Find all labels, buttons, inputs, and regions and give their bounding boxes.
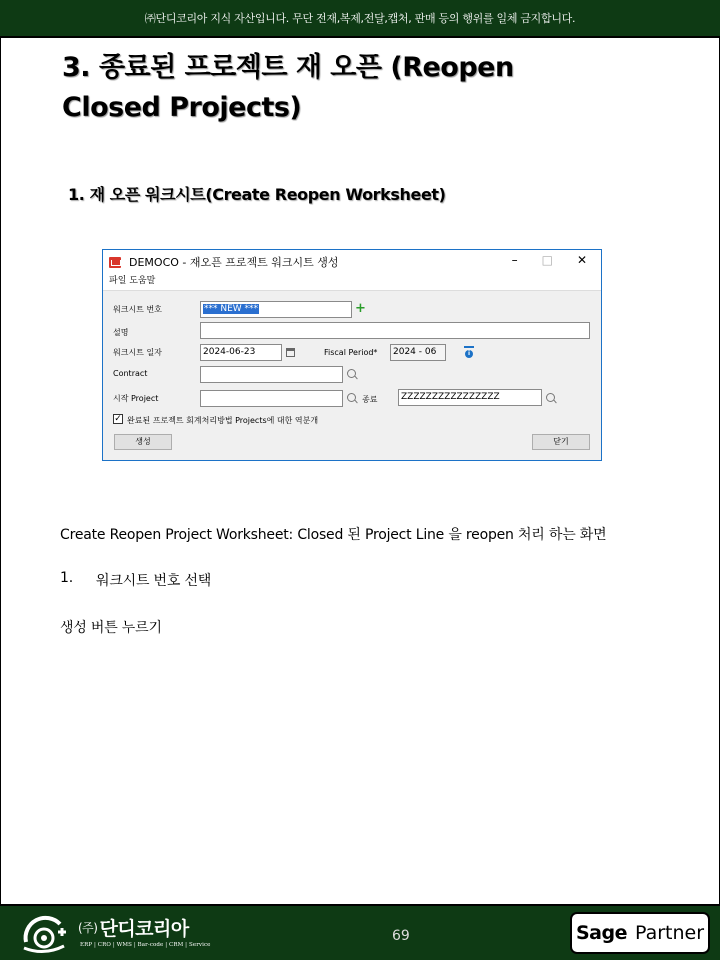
description-field[interactable]: [200, 322, 590, 339]
menu-bar[interactable]: [103, 274, 601, 291]
title-line-2: Closed Projects): [62, 92, 302, 123]
end-project-search-icon[interactable]: [546, 393, 555, 402]
dialog-titlebar[interactable]: [103, 250, 601, 274]
step-1-text: 워크시트 번호 선택: [96, 573, 212, 589]
start-project-field[interactable]: [200, 390, 343, 407]
footer: [0, 904, 720, 960]
close-window-button[interactable]: ✕: [576, 253, 587, 267]
contract-field[interactable]: [200, 366, 343, 383]
company-logo-icon: [20, 912, 72, 956]
add-icon[interactable]: +: [355, 301, 366, 316]
fiscal-period-field[interactable]: 2024 - 06: [390, 344, 446, 361]
partner-brand: Sage: [575, 922, 627, 944]
page-number: 69: [392, 928, 410, 944]
worksheet-no-value: *** NEW ***: [204, 304, 259, 314]
worksheet-date-field[interactable]: 2024-06-23: [200, 344, 282, 361]
close-button[interactable]: 닫기: [532, 434, 590, 450]
contract-search-icon[interactable]: [347, 369, 356, 378]
window-controls: [512, 253, 587, 267]
fiscal-period-label: Fiscal Period*: [324, 348, 378, 357]
reverse-checkbox[interactable]: ✓: [114, 414, 122, 424]
step-2: 생성 버튼 누르기: [60, 620, 162, 636]
company-name: [78, 914, 189, 941]
sage-partner-badge: [570, 912, 710, 954]
company-prefix: (주): [78, 921, 98, 935]
description-text: Create Reopen Project Worksheet: Closed 된 Project Line 을 reopen 처리 하는 화면: [60, 527, 607, 543]
app-icon: [109, 257, 121, 268]
start-project-search-icon[interactable]: [347, 393, 356, 402]
dialog-title: DEMOCO - 재오픈 프로젝트 워크시트 생성: [129, 256, 339, 269]
dialog-body: [103, 291, 601, 461]
copyright-banner: [0, 0, 720, 38]
worksheet-no-label: 워크시트 번호: [113, 305, 162, 314]
step-1-number: 1.: [60, 570, 73, 586]
worksheet-no-field[interactable]: [200, 301, 352, 318]
minimize-button[interactable]: –: [511, 253, 518, 267]
fiscal-info-icon[interactable]: i: [465, 350, 473, 358]
worksheet-date-label: 워크시트 일자: [113, 348, 162, 357]
menu-items[interactable]: 파일 도움말: [109, 276, 156, 286]
section-subtitle: 1. 재 오픈 워크시트(Create Reopen Worksheet): [68, 185, 446, 204]
end-project-field[interactable]: ZZZZZZZZZZZZZZZZ: [398, 389, 542, 406]
title-line-1: 3. 종료된 프로젝트 재 오픈 (Reopen: [62, 52, 514, 83]
calendar-icon[interactable]: [286, 348, 295, 357]
page-title: [62, 48, 662, 128]
start-project-label: 시작 Project: [113, 394, 159, 403]
company-name-text: 단디코리아: [99, 918, 189, 940]
end-label: 종료: [362, 395, 378, 404]
company-tagline: ERP | CRO | WMS | Bar-code | CRM | Service: [80, 942, 211, 948]
contract-label: Contract: [113, 369, 148, 378]
partner-text: Partner: [634, 922, 705, 944]
create-button[interactable]: 생성: [114, 434, 172, 450]
reverse-checkbox-label: 완료된 프로젝트 회계처리방법 Projects에 대한 역분개: [127, 416, 319, 425]
reopen-worksheet-dialog: [102, 249, 602, 461]
copyright-text: ㈜단디코리아 지식 자산입니다. 무단 전재,복제,전달,캡처, 판매 등의 행위를 일체 금지합니다.: [144, 12, 576, 25]
description-label: 설명: [113, 328, 129, 337]
maximize-button[interactable]: □: [541, 253, 553, 267]
